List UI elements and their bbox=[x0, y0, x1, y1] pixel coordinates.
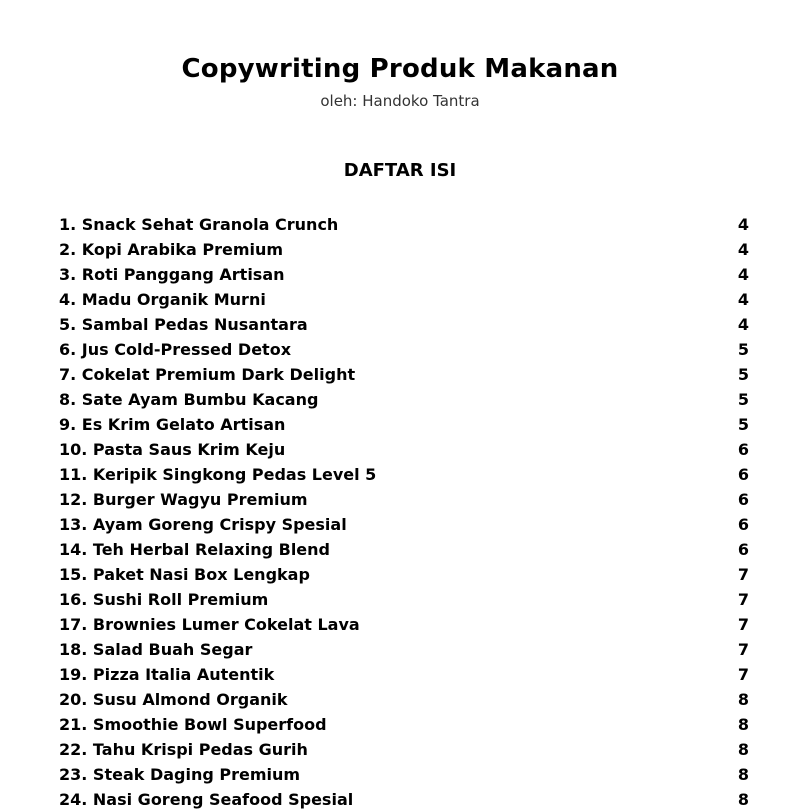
toc-entry-label: 24. Nasi Goreng Seafood Spesial bbox=[59, 790, 354, 809]
toc-entry-page-number: 4 bbox=[737, 290, 749, 309]
toc-entry-label: 9. Es Krim Gelato Artisan bbox=[59, 415, 286, 434]
toc-list bbox=[59, 212, 749, 812]
toc-entry-label: 17. Brownies Lumer Cokelat Lava bbox=[59, 615, 360, 634]
toc-entry-label: 13. Ayam Goreng Crispy Spesial bbox=[59, 515, 347, 534]
toc-entry-label: 14. Teh Herbal Relaxing Blend bbox=[59, 540, 330, 559]
toc-entry[interactable] bbox=[59, 562, 749, 587]
toc-entry[interactable] bbox=[59, 587, 749, 612]
toc-entry-page-number: 5 bbox=[737, 415, 749, 434]
toc-entry-page-number: 8 bbox=[737, 740, 749, 759]
document-author: oleh: Handoko Tantra bbox=[320, 92, 480, 110]
toc-entry-page-number: 4 bbox=[737, 240, 749, 259]
toc-entry-page-number: 8 bbox=[737, 765, 749, 784]
toc-entry-label: 22. Tahu Krispi Pedas Gurih bbox=[59, 740, 308, 759]
toc-entry[interactable] bbox=[59, 487, 749, 512]
toc-entry-page-number: 6 bbox=[737, 515, 749, 534]
toc-entry[interactable] bbox=[59, 612, 749, 637]
toc-entry[interactable] bbox=[59, 262, 749, 287]
toc-entry-page-number: 4 bbox=[737, 265, 749, 284]
toc-entry[interactable] bbox=[59, 537, 749, 562]
toc-entry-label: 10. Pasta Saus Krim Keju bbox=[59, 440, 286, 459]
toc-entry[interactable] bbox=[59, 412, 749, 437]
toc-entry[interactable] bbox=[59, 762, 749, 787]
toc-entry-page-number: 6 bbox=[737, 440, 749, 459]
toc-entry-page-number: 7 bbox=[737, 615, 749, 634]
toc-entry-label: 5. Sambal Pedas Nusantara bbox=[59, 315, 308, 334]
toc-entry-label: 20. Susu Almond Organik bbox=[59, 690, 288, 709]
toc-entry[interactable] bbox=[59, 637, 749, 662]
toc-entry-label: 7. Cokelat Premium Dark Delight bbox=[59, 365, 356, 384]
toc-entry-page-number: 5 bbox=[737, 365, 749, 384]
toc-entry[interactable] bbox=[59, 712, 749, 737]
toc-entry[interactable] bbox=[59, 462, 749, 487]
toc-entry-page-number: 4 bbox=[737, 315, 749, 334]
toc-entry-page-number: 5 bbox=[737, 340, 749, 359]
toc-entry[interactable] bbox=[59, 437, 749, 462]
toc-entry-label: 1. Snack Sehat Granola Crunch bbox=[59, 215, 339, 234]
toc-entry-label: 15. Paket Nasi Box Lengkap bbox=[59, 565, 310, 584]
toc-entry-label: 4. Madu Organik Murni bbox=[59, 290, 266, 309]
toc-entry-label: 11. Keripik Singkong Pedas Level 5 bbox=[59, 465, 377, 484]
toc-entry-page-number: 7 bbox=[737, 565, 749, 584]
toc-entry[interactable] bbox=[59, 512, 749, 537]
toc-entry-page-number: 6 bbox=[737, 490, 749, 509]
toc-entry-label: 18. Salad Buah Segar bbox=[59, 640, 253, 659]
toc-entry-page-number: 6 bbox=[737, 540, 749, 559]
toc-entry[interactable] bbox=[59, 687, 749, 712]
toc-entry[interactable] bbox=[59, 237, 749, 262]
toc-entry-label: 16. Sushi Roll Premium bbox=[59, 590, 269, 609]
toc-entry-page-number: 7 bbox=[737, 590, 749, 609]
toc-entry-page-number: 6 bbox=[737, 465, 749, 484]
toc-entry[interactable] bbox=[59, 212, 749, 237]
toc-entry-page-number: 8 bbox=[737, 715, 749, 734]
toc-entry-page-number: 5 bbox=[737, 390, 749, 409]
toc-entry[interactable] bbox=[59, 287, 749, 312]
toc-entry-page-number: 8 bbox=[737, 790, 749, 809]
toc-entry[interactable] bbox=[59, 387, 749, 412]
toc-entry-label: 21. Smoothie Bowl Superfood bbox=[59, 715, 327, 734]
toc-entry-label: 19. Pizza Italia Autentik bbox=[59, 665, 275, 684]
toc-heading: DAFTAR ISI bbox=[343, 160, 457, 181]
toc-entry-page-number: 8 bbox=[737, 690, 749, 709]
toc-entry-label: 23. Steak Daging Premium bbox=[59, 765, 301, 784]
toc-entry[interactable] bbox=[59, 337, 749, 362]
toc-entry-label: 12. Burger Wagyu Premium bbox=[59, 490, 308, 509]
toc-entry-page-number: 7 bbox=[737, 665, 749, 684]
toc-entry[interactable] bbox=[59, 362, 749, 387]
toc-entry-page-number: 7 bbox=[737, 640, 749, 659]
toc-entry-page-number: 4 bbox=[737, 215, 749, 234]
toc-entry-label: 3. Roti Panggang Artisan bbox=[59, 265, 285, 284]
toc-entry[interactable] bbox=[59, 312, 749, 337]
toc-entry-label: 2. Kopi Arabika Premium bbox=[59, 240, 284, 259]
toc-entry[interactable] bbox=[59, 662, 749, 687]
toc-entry-label: 8. Sate Ayam Bumbu Kacang bbox=[59, 390, 319, 409]
toc-entry-label: 6. Jus Cold-Pressed Detox bbox=[59, 340, 292, 359]
document-title: Copywriting Produk Makanan bbox=[181, 54, 619, 84]
toc-entry[interactable] bbox=[59, 737, 749, 762]
